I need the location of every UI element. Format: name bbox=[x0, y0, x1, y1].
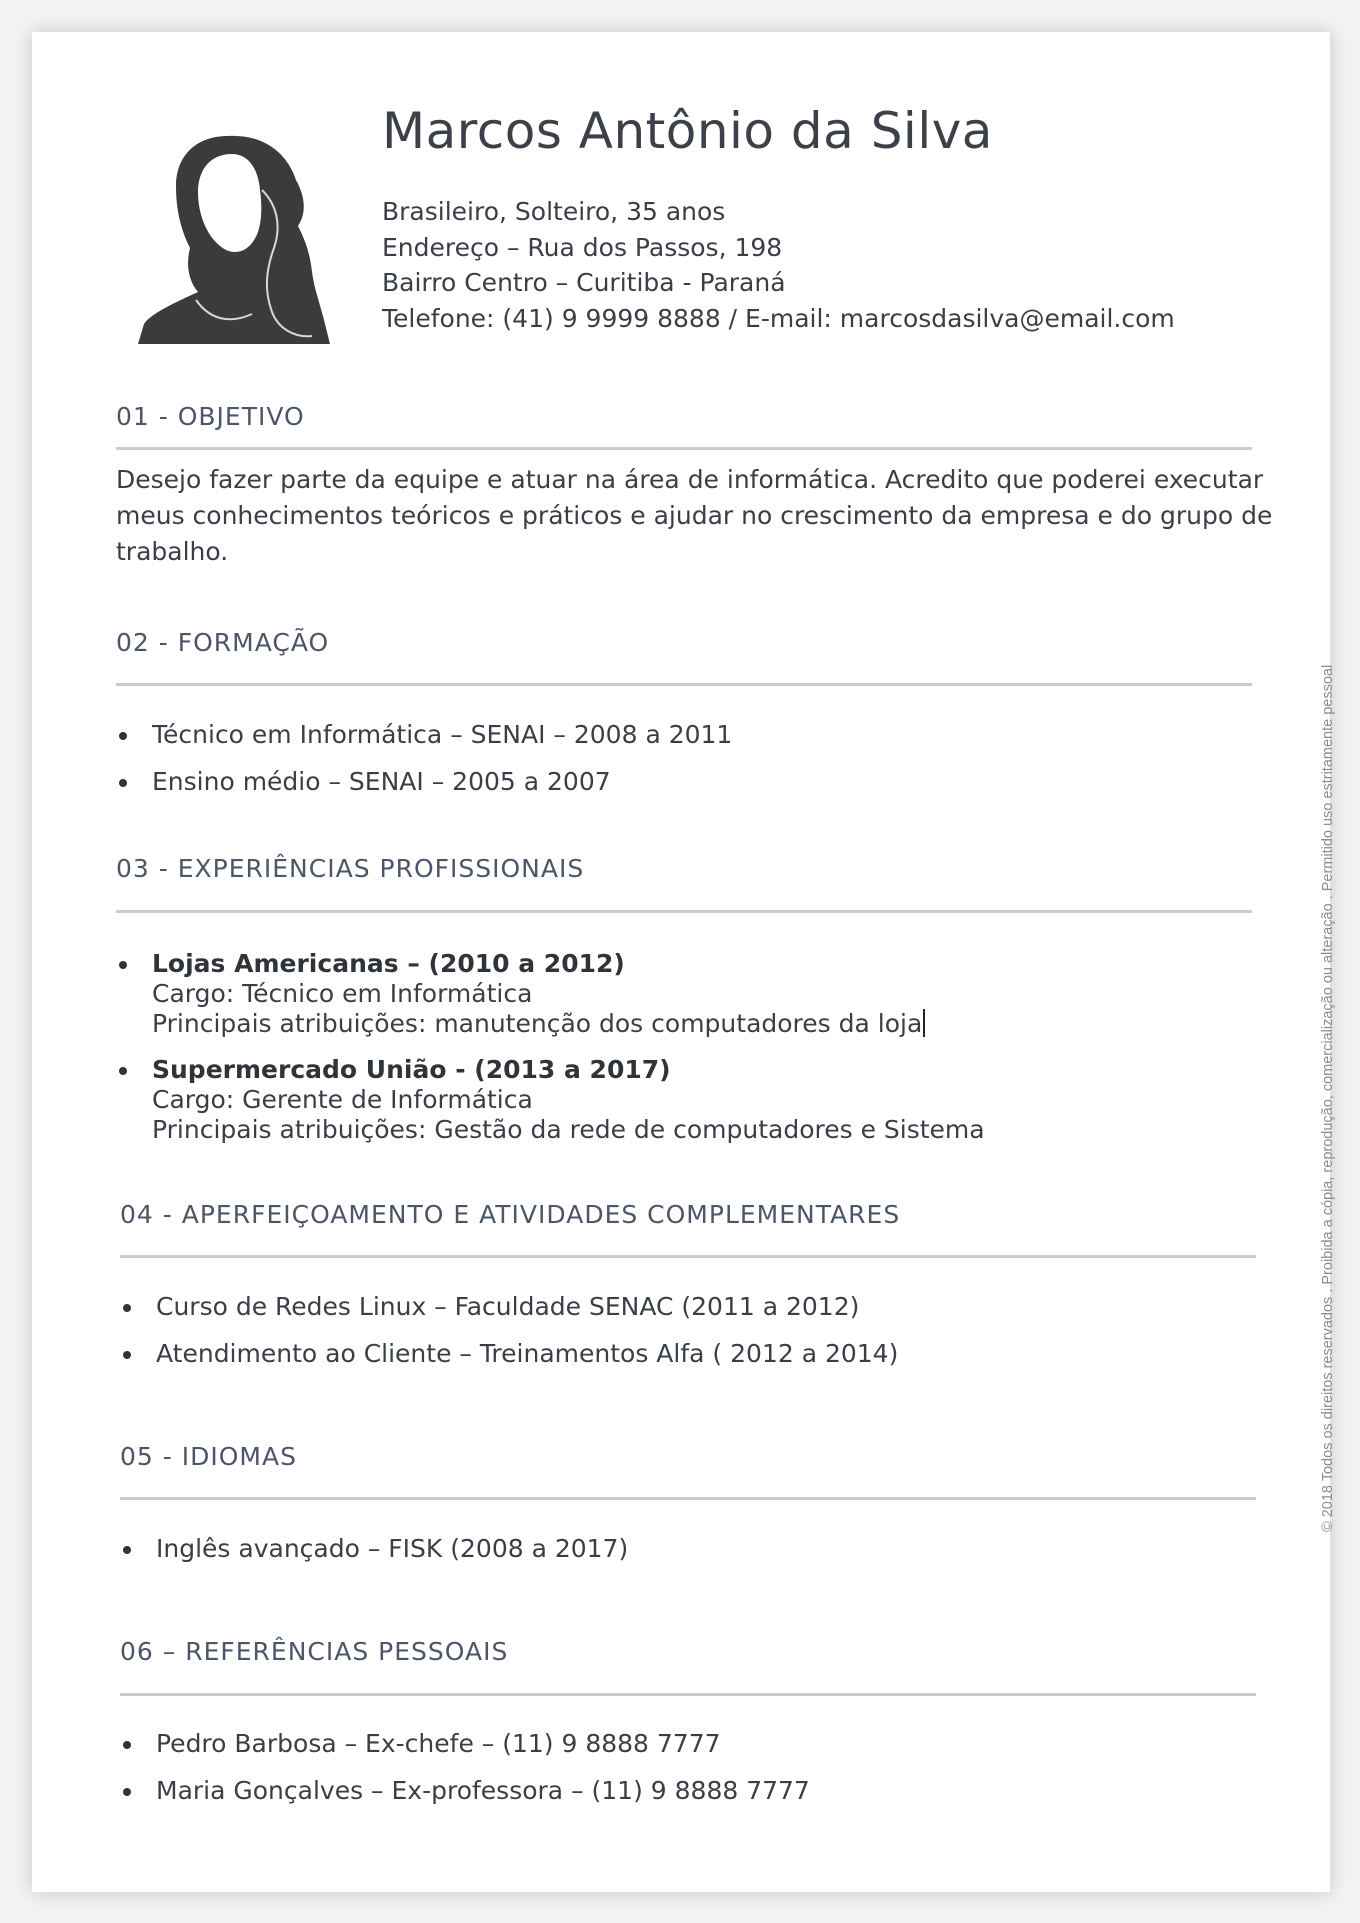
section-title-idiomas: 05 - IDIOMAS bbox=[120, 1442, 297, 1471]
copyright-watermark: © 2018 Todos os direitos reservados . Proibida a cópia, reprodução, comercialização ou alteração . Permitido uso estritamente pessoal bbox=[1320, 664, 1336, 1532]
list-item: Inglês avançado – FISK (2008 a 2017) bbox=[120, 1534, 628, 1564]
section-divider bbox=[120, 1693, 1256, 1696]
referencias-list bbox=[120, 1729, 810, 1806]
section-divider bbox=[120, 1255, 1256, 1258]
experience-role: Cargo: Gerente de Informática bbox=[152, 1085, 533, 1114]
list-item bbox=[116, 1055, 985, 1145]
info-line-district: Bairro Centro – Curitiba - Paraná bbox=[382, 268, 786, 297]
experience-role: Cargo: Técnico em Informática bbox=[152, 979, 533, 1008]
section-divider bbox=[116, 910, 1252, 913]
section-title-aperfeicoamento: 04 - APERFEIÇOAMENTO E ATIVIDADES COMPLEMENTARES bbox=[120, 1200, 901, 1229]
section-divider bbox=[116, 683, 1252, 686]
list-item: Maria Gonçalves – Ex-professora – (11) 9 8888 7777 bbox=[120, 1776, 810, 1806]
candidate-name: Marcos Antônio da Silva bbox=[382, 102, 993, 160]
resume-page bbox=[32, 32, 1336, 1892]
experience-title: Supermercado União - (2013 a 2017) bbox=[152, 1055, 671, 1084]
experience-title: Lojas Americanas – (2010 a 2012) bbox=[152, 949, 625, 978]
section-title-experiencias: 03 - EXPERIÊNCIAS PROFISSIONAIS bbox=[116, 854, 585, 883]
idiomas-list bbox=[120, 1534, 628, 1564]
text-cursor bbox=[923, 1009, 925, 1037]
info-line-address: Endereço – Rua dos Passos, 198 bbox=[382, 232, 783, 262]
section-title-formacao: 02 - FORMAÇÃO bbox=[116, 628, 330, 657]
list-item: Atendimento ao Cliente – Treinamentos Alfa ( 2012 a 2014) bbox=[120, 1339, 898, 1369]
experience-duties: Principais atribuições: Gestão da rede de computadores e Sistema bbox=[152, 1115, 985, 1144]
info-line-personal: Brasileiro, Solteiro, 35 anos bbox=[382, 197, 726, 226]
list-item: Pedro Barbosa – Ex-chefe – (11) 9 8888 7777 bbox=[120, 1729, 810, 1759]
section-title-referencias: 06 – REFERÊNCIAS PESSOAIS bbox=[120, 1637, 509, 1666]
experiencias-list bbox=[116, 949, 985, 1145]
info-line-contact: Telefone: (41) 9 9999 8888 / E-mail: marcosdasilva@email.com bbox=[382, 303, 1175, 333]
list-item: Curso de Redes Linux – Faculdade SENAC (2011 a 2012) bbox=[120, 1292, 898, 1322]
aperfeicoamento-list bbox=[120, 1292, 898, 1369]
objetivo-text: Desejo fazer parte da equipe e atuar na área de informática. Acredito que poderei executar meus conhecimentos teóricos e práticos e ajudar no crescimento da empresa e do grupo de trabalho. bbox=[116, 465, 1273, 566]
section-divider bbox=[116, 447, 1252, 450]
section-divider bbox=[120, 1497, 1256, 1500]
list-item: Técnico em Informática – SENAI – 2008 a 2011 bbox=[116, 720, 732, 750]
female-silhouette-avatar-icon bbox=[136, 124, 332, 344]
list-item bbox=[116, 949, 985, 1039]
experience-duties: Principais atribuições: manutenção dos computadores da loja bbox=[152, 1009, 985, 1039]
list-item: Ensino médio – SENAI – 2005 a 2007 bbox=[116, 767, 732, 797]
formacao-list bbox=[116, 720, 732, 797]
section-title-objetivo: 01 - OBJETIVO bbox=[116, 402, 305, 431]
personal-info bbox=[382, 194, 1175, 336]
